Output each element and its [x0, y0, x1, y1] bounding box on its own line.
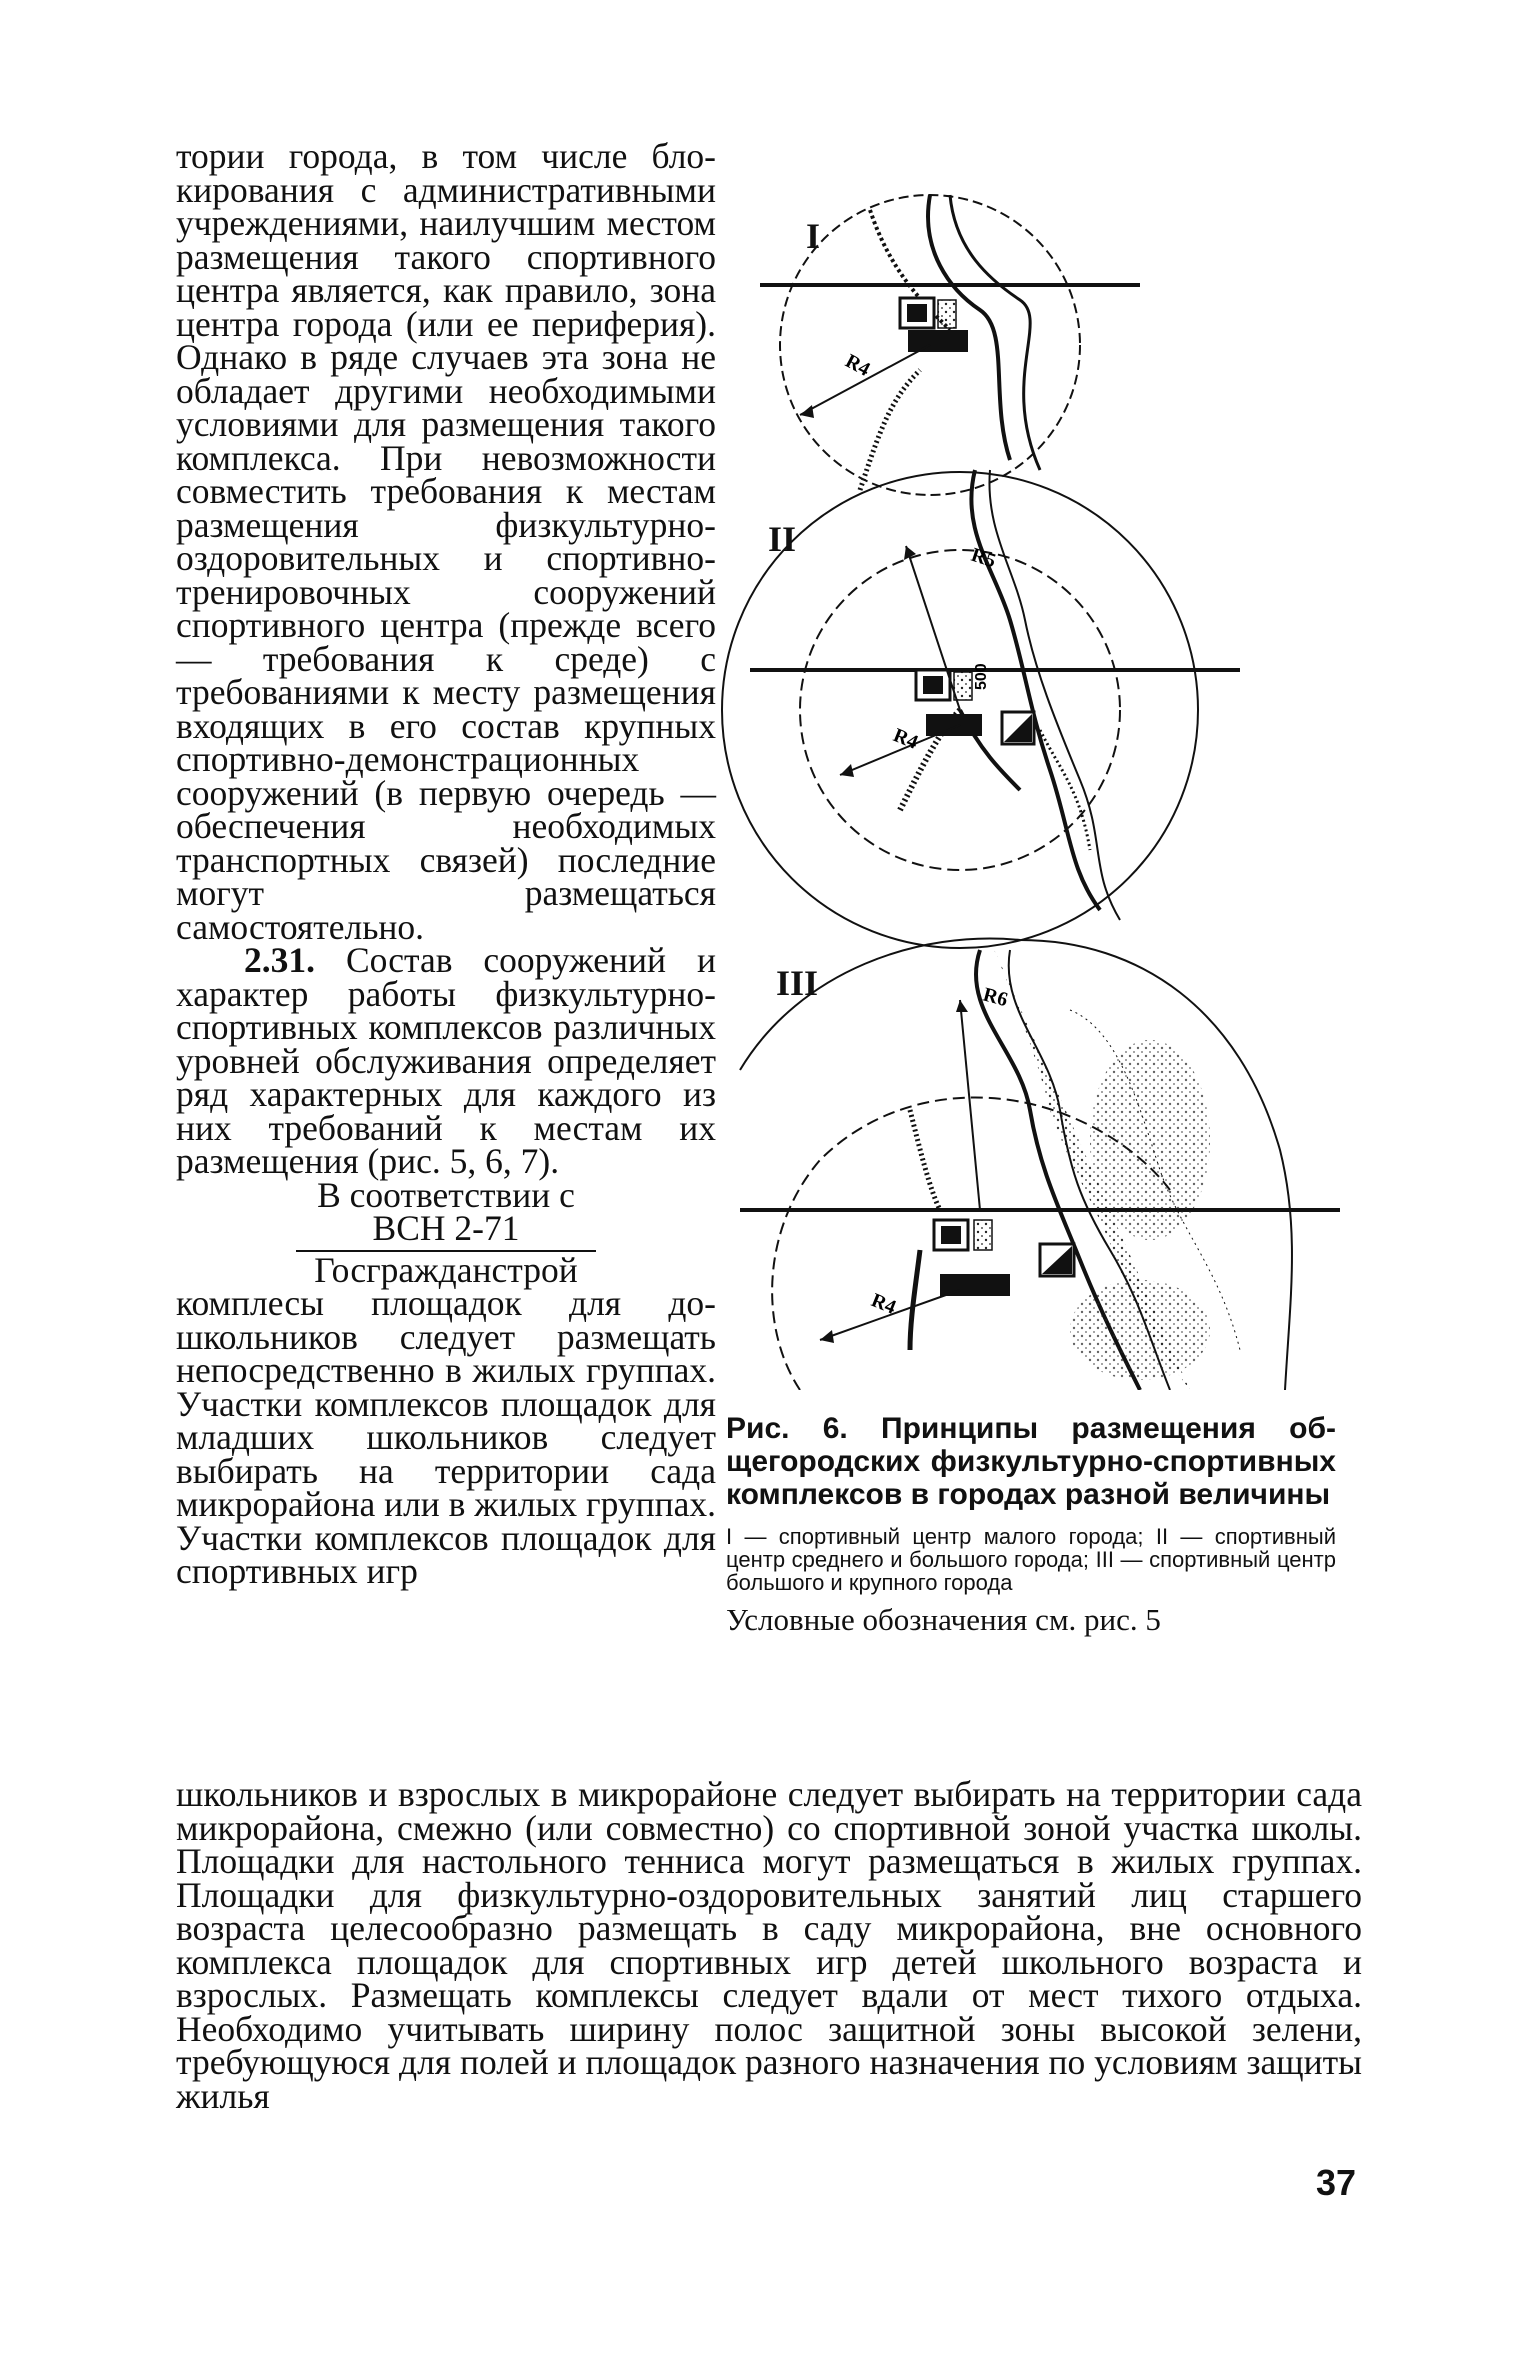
diagram-label-ii: II	[768, 519, 797, 559]
caption-note: Условные обозначения см. рис. 5	[726, 1602, 1161, 1637]
radius-label-r4-ii: R4	[890, 724, 922, 754]
radius-label-r4-i: R4	[841, 349, 874, 381]
caption-title: Рис. 6. Принципы размещения общегородских физкультурно-спортивных комплексов в городах разной величины	[726, 1412, 1336, 1511]
figure-caption	[726, 1412, 1336, 1638]
bottom-text: школьников и взрослых в микрорайоне следует выбирать на территории сада микрорайона, смежно (или совместно) со спортивной зоной участка школы. Площадки для настольного тенниса могут размещаться в жилых группах. Площадки для физкультурно-оздоровительных занятий лиц старшего возраста целесообразно размещать в саду микрорайона, вне основного комплекса площадок для спортивных игр детей школьного возраста и взрослых. Размещать комплексы следует вдали от мест тихого отдыха. Необходимо учитывать ширину полос защитной зоны высокой зелени, требующуюся для полей и площадок разного назначения по условиям защиты жилья	[176, 1774, 1362, 2116]
bottom-paragraph	[176, 1774, 1362, 2116]
reference-line-3: Госгражданстрой	[314, 1249, 578, 1290]
radius-label-r5: R5	[968, 543, 999, 573]
radius-label-r4-iii: R4	[868, 1289, 900, 1319]
paragraph-number: 2.31.	[244, 940, 315, 980]
radius-label-r6: R6	[980, 983, 1011, 1012]
figure-svg	[720, 150, 1360, 1390]
paragraph-continuation: тории города, в том числе блокирования с административными учреждениями, наилучшим местом размещения такого спортивного центра является, как правило, зона центра города (или ее периферия). Однако в ряде случаев эта зона не обладает другими необходимыми условиями для размещения такого комплекса. При невозможности совместить требования к местам размещения физкультурно-оздоровительных и спортивно-тренировочных сооружений спортивного центра (прежде всего — требования к среде) с требованиями к месту размещения входящих в его состав крупных спортивно-демонстрационных сооружений (в первую очередь — обеспечения необходимых транспортных связей) последние могут размещаться самостоятельно.	[176, 136, 716, 947]
reference-line-1: В соответствии с	[317, 1174, 575, 1215]
regulation-reference	[236, 1174, 656, 1290]
sport-center-block	[908, 330, 968, 352]
paragraph-playgrounds: комплесы площадок для дошкольников следует размещать непосредственно в жилых группах. Участки комплексов площадок для младших школьников следует выбирать на территории сада микрорайона или в жилых группах. Участки комплексов площадок для спортивных игр	[176, 1283, 717, 1591]
left-column	[176, 136, 717, 1591]
figure-6-diagram	[720, 150, 1360, 1390]
paragraph-2-31	[176, 940, 716, 1181]
page-number: 37	[1316, 2162, 1357, 2203]
diagram-ii	[722, 470, 1240, 948]
diagram-label-i: I	[806, 216, 821, 256]
reference-line-2: ВСН 2-71	[372, 1208, 520, 1248]
diagram-label-iii: III	[776, 963, 819, 1003]
paragraph-2-31-text: Состав сооружений и характер работы физкультурно-спортивных комплексов различных уровней обслуживания определяет ряд характерных для каждого из них требований к местам их размещения (рис. 5, 6, 7).	[176, 940, 716, 1181]
caption-legend: I — спортивный центр малого города; II — спортивный центр среднего и большого города; III — спортивный центр большого и крупного города	[726, 1524, 1336, 1595]
distance-label-500: 500	[973, 663, 990, 690]
diagram-iii	[740, 939, 1340, 1390]
